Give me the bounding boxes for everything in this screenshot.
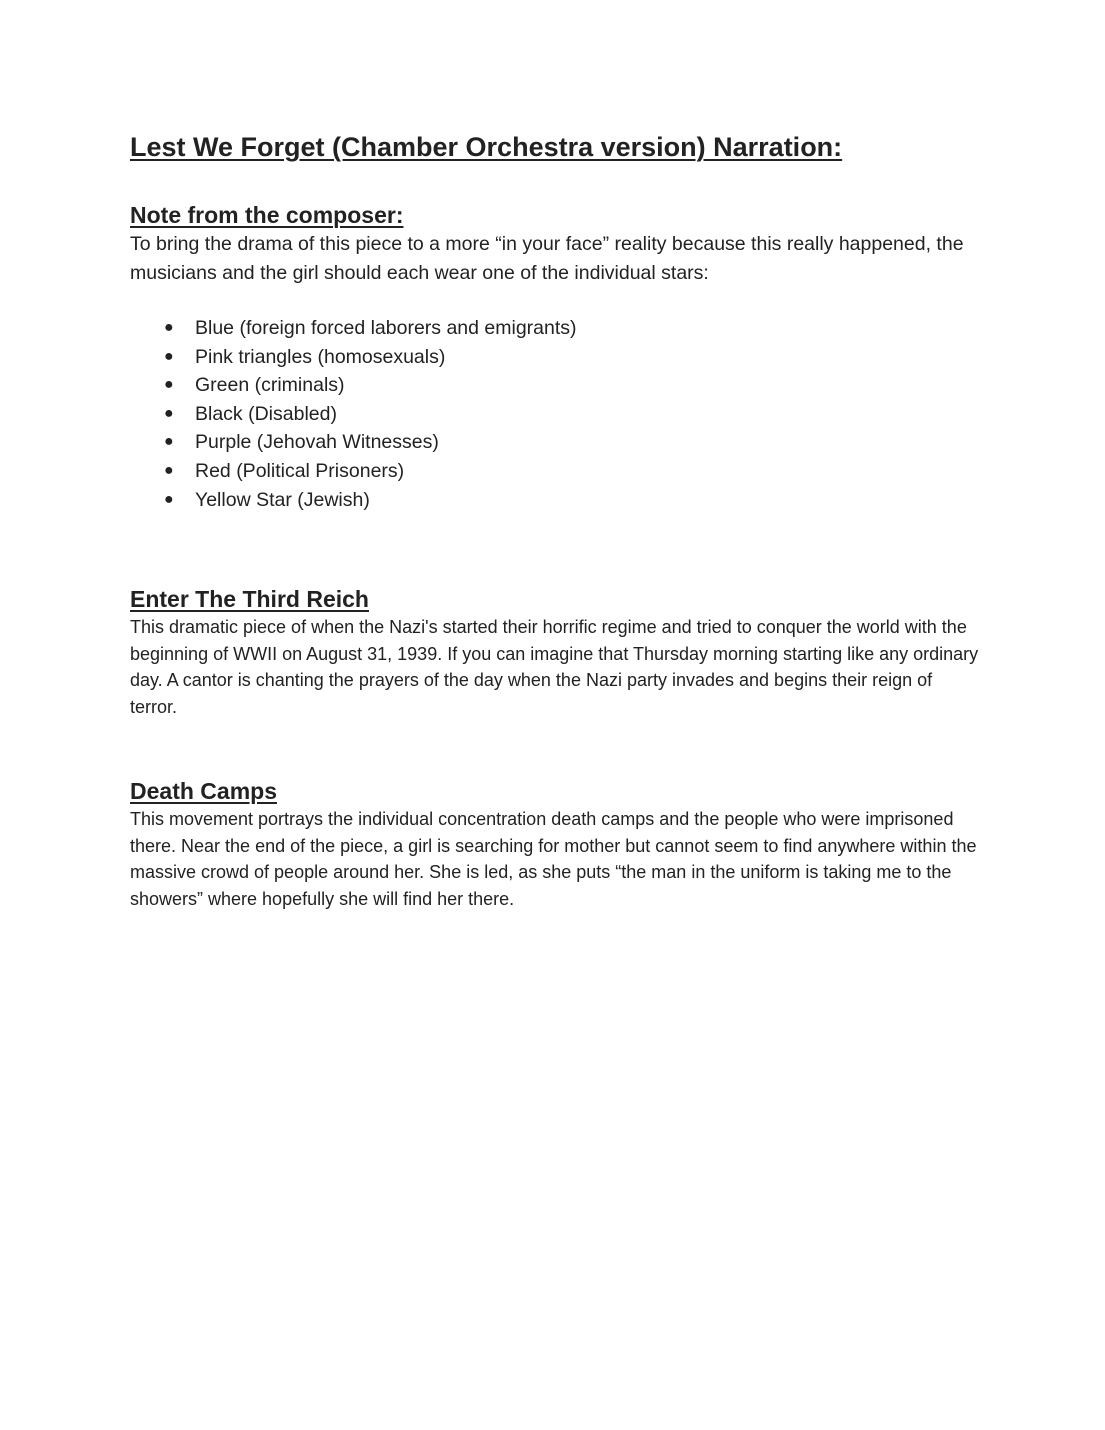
list-item <box>130 343 980 372</box>
list-item-text: Pink triangles (homosexuals) <box>195 345 446 368</box>
list-item-text: Black (Disabled) <box>195 402 337 425</box>
composer-note-text: To bring the drama of this piece to a more “in your face” reality because this really happened, the musicians and the girl should each wear one of the individual stars: <box>130 233 964 284</box>
section-heading-death-camps: Death Camps <box>130 778 277 805</box>
document-title: Lest We Forget (Chamber Orchestra version) Narration: <box>130 132 843 162</box>
bullet-icon: ● <box>164 404 174 422</box>
list-item-text: Green (criminals) <box>195 374 345 397</box>
list-item <box>130 371 980 400</box>
list-item <box>130 457 980 486</box>
document-page <box>130 128 980 912</box>
section-text-third-reich: This dramatic piece of when the Nazi's started their horrific regime and tried to conquer the world with the beginning of WWII on August 31, 1939. If you can imagine that Thursday morning starting like any ordinary day. A cantor is chanting the prayers of the day when the Nazi party invades and begins their reign of terror. <box>130 617 979 717</box>
bullet-icon: ● <box>164 461 174 479</box>
list-item-text: Purple (Jehovah Witnesses) <box>195 431 439 454</box>
list-item-text: Blue (foreign forced laborers and emigrants) <box>195 317 577 339</box>
bullet-icon: ● <box>164 433 174 451</box>
list-item-text: Yellow Star (Jewish) <box>195 488 370 511</box>
bullet-icon: ● <box>164 490 174 508</box>
list-item <box>130 314 980 343</box>
bullet-icon: ● <box>164 347 174 365</box>
section-text-death-camps: This movement portrays the individual concentration death camps and the people who were imprisoned there. Near the end of the piece, a girl is searching for mother but cannot seem to find anywhere within the massive crowd of people around her. She is led, as she puts “the man in the uniform is taking me to the showers” where hopefully she will find her there. <box>130 809 977 909</box>
stars-list <box>130 314 980 514</box>
bullet-icon: ● <box>164 319 174 336</box>
list-item <box>130 428 980 457</box>
list-item <box>130 400 980 429</box>
composer-note-heading: Note from the composer: <box>130 202 404 228</box>
bullet-icon: ● <box>164 376 174 394</box>
section-heading-third-reich: Enter The Third Reich <box>130 586 369 613</box>
list-item-text: Red (Political Prisoners) <box>195 459 405 482</box>
list-item <box>130 486 980 515</box>
